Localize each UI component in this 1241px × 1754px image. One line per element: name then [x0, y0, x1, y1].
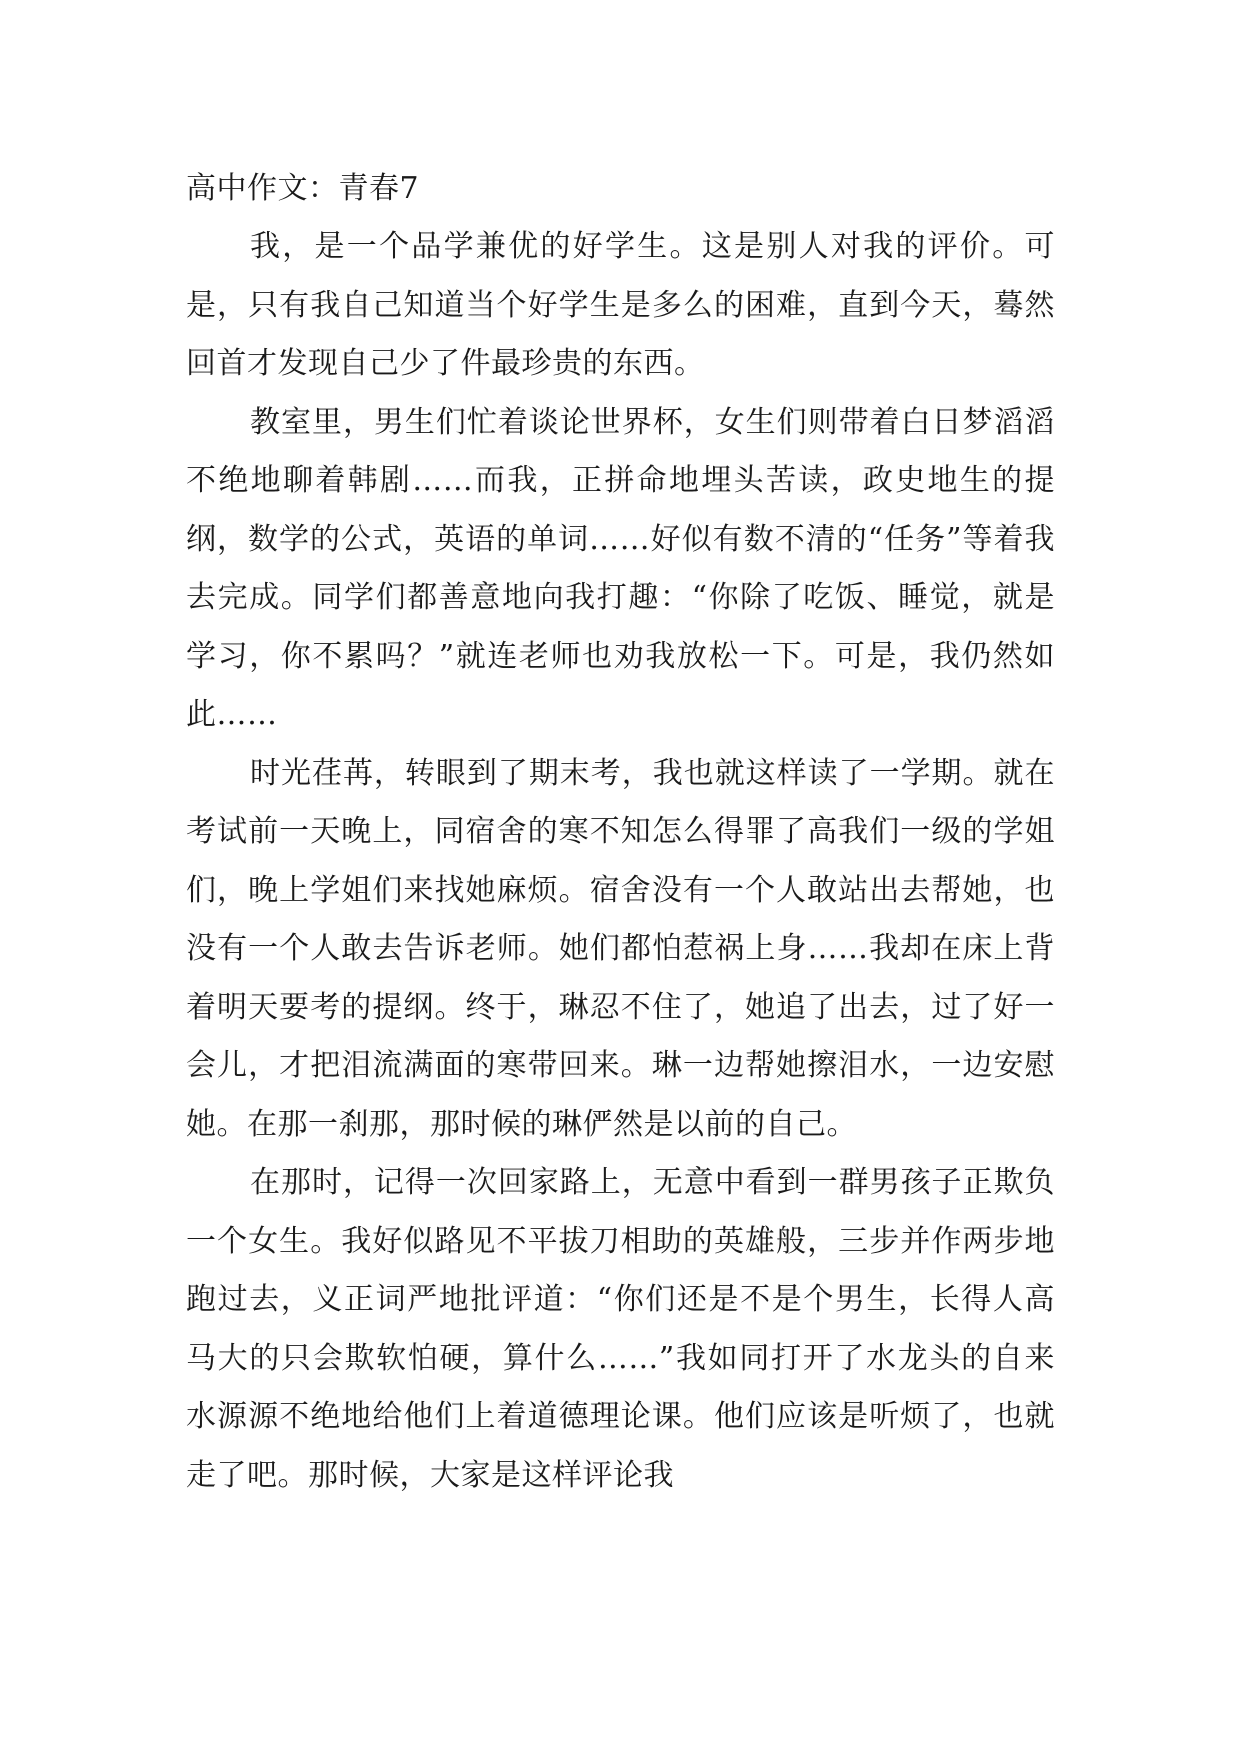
paragraph-1: 我，是一个品学兼优的好学生。这是别人对我的评价。可是，只有我自己知道当个好学生是多么的困难，直到今天，蓦然回首才发现自己少了件最珍贵的东西。: [186, 229, 1055, 381]
document-page: [186, 160, 1055, 1505]
paragraph-4: 在那时，记得一次回家路上，无意中看到一群男孩子正欺负一个女生。我好似路见不平拔刀相助的英雄般，三步并作两步地跑过去，义正词严地批评道：“你们还是不是个男生，长得人高马大的只会欺软怕硬，算什么……”我如同打开了水龙头的自来水源源不绝地给他们上着道德理论课。他们应该是听烦了，也就走了吧。那时候，大家是这样评论我: [186, 1165, 1055, 1493]
document-title: 高中作文：青春7: [186, 171, 420, 206]
paragraph-3: 时光荏苒，转眼到了期末考，我也就这样读了一学期。就在考试前一天晚上，同宿舍的寒不知怎么得罪了高我们一级的学姐们，晚上学姐们来找她麻烦。宿舍没有一个人敢站出去帮她，也没有一个人敢去告诉老师。她们都怕惹祸上身……我却在床上背着明天要考的提纲。终于，琳忍不住了，她追了出去，过了好一会儿，才把泪流满面的寒带回来。琳一边帮她擦泪水，一边安慰她。在那一刹那，那时候的琳俨然是以前的自己。: [186, 755, 1055, 1142]
paragraph-2: 教室里，男生们忙着谈论世界杯，女生们则带着白日梦滔滔不绝地聊着韩剧……而我，正拼命地埋头苦读，政史地生的提纲，数学的公式，英语的单词……好似有数不清的“任务”等着我去完成。同学们都善意地向我打趣：“你除了吃饭、睡觉，就是学习，你不累吗？”就连老师也劝我放松一下。可是，我仍然如此……: [186, 404, 1055, 732]
